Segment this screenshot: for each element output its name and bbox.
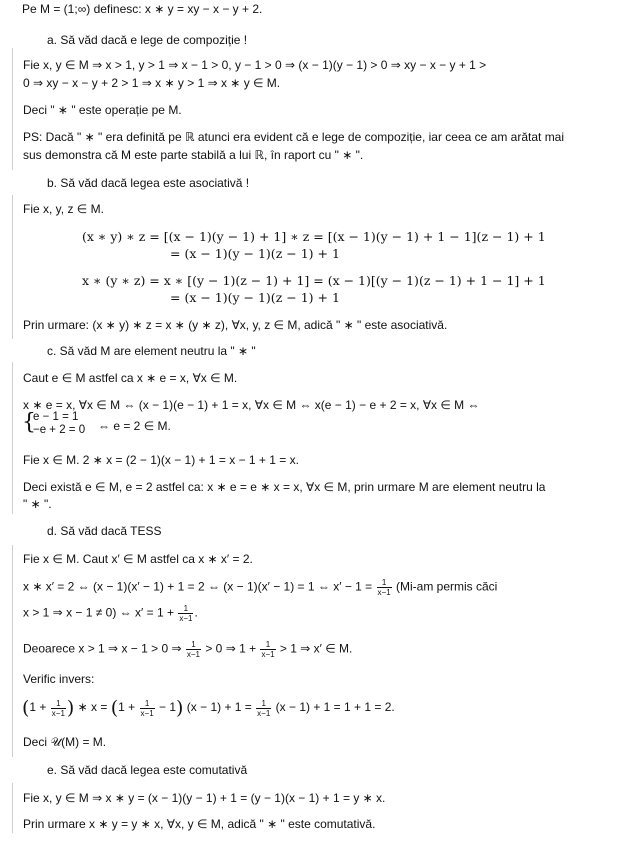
left-paren: (: [22, 697, 30, 719]
fraction: [377, 578, 392, 597]
fraction-numerator: 1: [178, 604, 193, 614]
margin-bar-e: [12, 783, 13, 833]
fraction: [186, 640, 201, 659]
b-line-1: Fie x, y, z ∈ M.: [23, 202, 104, 216]
d-line-7: Deci 𝒰(M) = M.: [23, 735, 107, 749]
d-line-3-text: x > 1 ⇒ x − 1 ≠ 0) ⇔ x′ = 1 +: [23, 605, 174, 620]
d-line-4-text-c: > 1 ⇒ x′ ∈ M.: [279, 641, 353, 656]
fraction-denominator: x−1: [51, 708, 65, 718]
c-line-5: " ∗ ".: [23, 497, 52, 511]
margin-bar-c: [12, 362, 13, 514]
d-line-2-note: (Mi-am permis căci: [396, 579, 498, 594]
a-ps-line-2: sus demonstra că M este parte stabilă a lui ℝ, în raport cu " ∗ ".: [23, 148, 364, 162]
one-plus: 1 +: [118, 700, 136, 715]
b-equation-1: (x ∗ y) ∗ z = [(x − 1)(y − 1) + 1] ∗ z = [(x − 1)(y − 1) + 1 − 1](z − 1) + 1: [82, 229, 546, 244]
fraction-numerator: 1: [51, 699, 66, 709]
b-equation-2: = (x − 1)(y − 1)(z − 1) + 1: [170, 246, 340, 261]
fraction: [140, 699, 155, 718]
d-line-2-text: x ∗ x′ = 2 ⇔ (x − 1)(x′ − 1) + 1 = 2 ⇔ (x − 1)(x′ − 1) = 1 ⇔ x′ − 1 =: [23, 579, 373, 594]
fraction-numerator: 1: [260, 640, 275, 650]
fraction-denominator: x−1: [179, 614, 193, 623]
margin-bar-d: [12, 545, 13, 757]
d-line-4-text-b: > 0 ⇒ 1 +: [205, 641, 257, 656]
a-ps-line-1: PS: Dacă " ∗ " era definită pe ℝ atunci era evident că e lege de compoziție, iar ceea ce am arătat mai: [23, 130, 565, 144]
fraction: [256, 699, 271, 718]
a-line-2: 0 ⇒ xy − x − y + 2 > 1 ⇒ x ∗ y > 1 ⇒ x ∗ y ∈ M.: [23, 76, 281, 90]
system-brace: {: [22, 410, 36, 435]
c-line-2: x ∗ e = x, ∀x ∈ M ⇔ (x − 1)(e − 1) + 1 = x, ∀x ∈ M ⇔ x(e − 1) − e + 2 = x, ∀x ∈ M ⇔: [23, 398, 480, 412]
fraction-numerator: 1: [140, 699, 155, 709]
right-paren: ): [176, 697, 184, 719]
heading-c: c. Să văd M are element neutru la " ∗ ": [47, 344, 256, 358]
heading-d: d. Să văd dacă TESS: [47, 524, 162, 538]
fraction-numerator: 1: [377, 578, 392, 588]
d-line-1: Fie x ∈ M. Caut x′ ∈ M astfel ca x ∗ x′ = 2.: [23, 552, 253, 566]
a-line-1: Fie x, y ∈ M ⇒ x > 1, y > 1 ⇒ x − 1 > 0, y − 1 > 0 ⇒ (x − 1)(y − 1) > 0 ⇒ xy − x − y + 1 >: [23, 58, 487, 72]
d-line-6-text-b: (x − 1) + 1 =: [186, 700, 252, 715]
b-conclusion: Prin urmare: (x ∗ y) ∗ z = x ∗ (y ∗ z), ∀x, y, z ∈ M, adică " ∗ " este asociativă.: [23, 318, 448, 332]
d-line-4: [23, 640, 352, 659]
fraction-numerator: 1: [256, 699, 271, 709]
intro-line: Pe M = (1;∞) definesc: x ∗ y = xy − x − y + 2.: [22, 2, 263, 16]
fraction-numerator: 1: [186, 640, 201, 650]
c-line-4: Deci există e ∈ M, e = 2 astfel ca: x ∗ e = e ∗ x = x, ∀x ∈ M, prin urmare M are element neutru la: [23, 480, 546, 494]
d-line-6: [22, 697, 395, 719]
one-plus: 1 +: [29, 700, 47, 715]
margin-bar-a: [12, 48, 13, 170]
d-line-6-text-a: ∗ x =: [77, 700, 108, 715]
a-line-3: Deci " ∗ " este operație pe M.: [23, 103, 182, 117]
system-eq-2: −e + 2 = 0: [33, 424, 86, 436]
d-line-3: [23, 604, 198, 623]
d-line-2: [23, 578, 497, 597]
fraction: [178, 604, 193, 623]
margin-bar-b: [12, 195, 13, 339]
b-equation-4: = (x − 1)(y − 1)(z − 1) + 1: [170, 290, 340, 305]
fraction: [51, 699, 66, 718]
heading-a: a. Să văd dacă e lege de compoziție !: [47, 33, 248, 47]
fraction: [260, 640, 275, 659]
fraction-denominator: x−1: [186, 650, 200, 659]
d-line-4-text-a: Deoarece x > 1 ⇒ x − 1 > 0 ⇒: [23, 641, 182, 656]
minus-one: − 1: [159, 700, 177, 715]
heading-b: b. Să văd dacă legea este asociativă !: [47, 176, 250, 190]
d-line-3-end: .: [194, 605, 198, 620]
heading-e: e. Să văd dacă legea este comutativă: [47, 763, 248, 777]
right-paren: ): [66, 697, 75, 719]
left-paren: (: [110, 697, 119, 719]
system-eq-1: e − 1 = 1: [33, 411, 79, 423]
system-result: ⇔ e = 2 ∈ M.: [98, 419, 171, 433]
b-equation-3: x ∗ (y ∗ z) = x ∗ [(y − 1)(z − 1) + 1] = (x − 1)[(y − 1)(z − 1) + 1 − 1] + 1: [82, 273, 546, 288]
e-line-2: Prin urmare x ∗ y = y ∗ x, ∀x, y ∈ M, adică " ∗ " este comutativă.: [23, 817, 376, 831]
d-line-5: Verific invers:: [23, 672, 95, 686]
fraction-denominator: x−1: [257, 708, 271, 718]
d-line-6-text-c: (x − 1) + 1 = 1 + 1 = 2.: [275, 700, 395, 715]
c-line-1: Caut e ∈ M astfel ca x ∗ e = x, ∀x ∈ M.: [23, 371, 238, 385]
e-line-1: Fie x, y ∈ M ⇒ x ∗ y = (x − 1)(y − 1) + 1 = (y − 1)(x − 1) + 1 = y ∗ x.: [23, 791, 386, 805]
fraction-denominator: x−1: [140, 708, 154, 718]
fraction-denominator: x−1: [261, 650, 275, 659]
c-line-3: Fie x ∈ M. 2 ∗ x = (2 − 1)(x − 1) + 1 = x − 1 + 1 = x.: [23, 453, 299, 467]
fraction-denominator: x−1: [377, 588, 391, 597]
